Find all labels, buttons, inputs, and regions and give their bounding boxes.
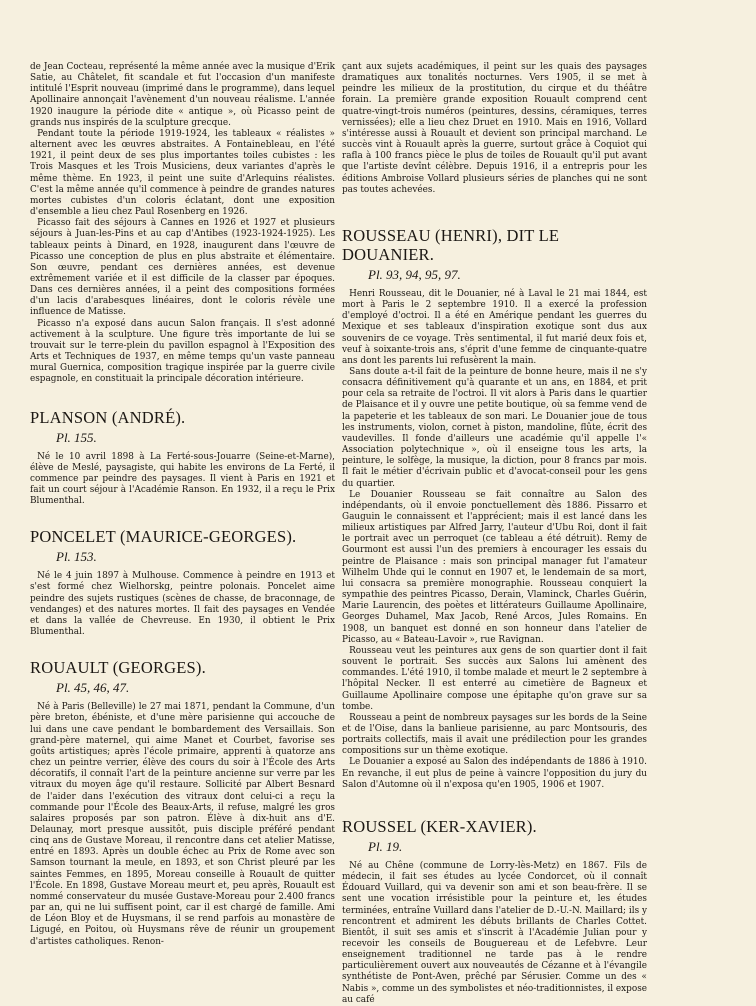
paragraph: Picasso fait des séjours à Cannes en 1926 et 1927 et plusieurs séjours à Juan-les-Pins et au cap d'Antibes (1923-1924-1925). Les tableaux peints à Dinard, en 1928, inaugurent dans l'œuvre de Picasso une conception de plus en plus abstraite et élémentaire. Son œuvre, pendant ces dernières années, est devenue extrêmement variée et il est difficile de la classer par époques. Dans ces dernières années, il a peint des compositions formées d'un lacis d'arabesques linéaires, dont le coloris révèle une influence de Matisse. bbox=[30, 218, 335, 318]
plate-reference: Pl. 93, 94, 95, 97. bbox=[368, 266, 461, 282]
paragraph: Picasso n'a exposé dans aucun Salon français. Il s'est adonné activement à la sculpture. Une figure très importante de lui se trouvait sur le terre-plein du pavillon espagnol à l'Exposition des Arts et Techniques de 1937, en même temps qu'un vaste panneau mural Guernica, composition tragique inspirée par la guerre civile espagnole, en constituait la principale décoration intérieure. bbox=[30, 318, 335, 385]
paragraph: çant aux sujets académiques, il peint sur les quais des paysages dramatiques aux tonalités nocturnes. Vers 1905, il se met à peindre les milieux de la prostitution, du cirque et du théâtre forain. La première grande exposition Rouault comprend cent quatre-vingt-trois numéros (peintures, dessins, céramiques, terres vernissées); elle a lieu chez Druet en 1910. Mais en 1916, Vollard s'intéresse aussi à Rouault et devient son principal marchand. Le succès vint à Rouault après la guerre, surtout grâce à Coquiot qui rafla à 100 francs pièce le plus de toiles de Rouault qu'il put avant que l'artiste devînt célèbre. Depuis 1916, il a entrepris pour les éditions Ambroise Vollard plusieurs séries de planches qui ne sont pas toutes achevées. bbox=[342, 62, 647, 195]
plate-reference: Pl. 155. bbox=[56, 429, 97, 445]
paragraph: Né le 10 avril 1898 à La Ferté-sous-Jouarre (Seine-et-Marne), élève de Meslé, paysagiste, qui habite les environs de La Ferté, il commence par peindre des paysages. Il vient à Paris en 1921 et fait un court séjour à l'Académie Ranson. En 1932, il a reçu le Prix Blumenthal. bbox=[30, 451, 335, 507]
entry-heading: ROUSSEL (KER-XAVIER). bbox=[342, 816, 537, 836]
entry-heading: ROUSSEAU (HENRI), DIT LE DOUANIER. bbox=[342, 225, 560, 264]
paragraph: Henri Rousseau, dit le Douanier, né à Laval le 21 mai 1844, est mort à Paris le 2 septembre 1910. Il a exercé la profession d'employé d'octroi. Il a été en Amérique pendant les guerres du Mexique et ses tableaux d'inspiration exotique sont dus aux souvenirs de ce voyage. Très sentimental, il fut marié deux fois et, veuf à soixante-trois ans, s'éprit d'une femme de cinquante-quatre ans dont les parents lui refusèrent la main. bbox=[342, 288, 647, 366]
paragraph: Né le 4 juin 1897 à Mulhouse. Commence à peindre en 1913 et s'est formé chez Wielhorskg, peintre polonais. Poncelet aime peindre des sujets rustiques (scènes de chasse, de braconnage, de vendanges) et des natures mortes. Il fait des paysages en Vendée et dans la vallée de Chevreuse. En 1930, il obtient le Prix Blumenthal. bbox=[30, 571, 335, 638]
entry-heading: PLANSON (ANDRÉ). bbox=[30, 407, 186, 427]
plate-reference: Pl. 153. bbox=[56, 549, 97, 565]
paragraph: Né à Paris (Belleville) le 27 mai 1871, pendant la Commune, d'un père breton, ébéniste, et d'une mère parisienne qui accouche de lui dans une cave pendant le bombardement des Versaillais. Son grand-père maternel, qui aime Manet et Courbet, favorise ses goûts artistiques; après l'école primaire, apprenti à quatorze ans chez un peintre verrier, élève des cours du soir à l'École des Arts décoratifs, il connaît l'art de la peinture ancienne sur verre par les vitraux du moyen âge qu'il restaure. Sollicité par Albert Besnard de l'aider dans l'exécution des vitraux dont celui-ci a reçu la commande pour l'École des Beaux-Arts, il refuse, malgré les gros salaires proposés par son patron. Élève à dix-huit ans d'E. Delaunay, mort presque aussitôt, puis disciple préféré pendant cinq ans de Gustave Moreau, il rencontre dans cet atelier Matisse, entré en 1893. Après un double échec au Prix de Rome avec son Samson tournant la meule, en 1893, et son Christ pleuré par les saintes Femmes, en 1895, Moreau conseille à Rouault de quitter l'École. En 1898, Gustave Moreau meurt et, peu après, Rouault est nommé conservateur du musée Gustave-Moreau pour 2.400 francs par an, qui ne lui suffisent point, car il est chargé de famille. Ami de Léon Bloy et de Huysmans, il se rend parfois au monastère de Ligugé, en Poitou, où Huysmans rêve de réunir un groupement d'artistes catholiques. Renon- bbox=[30, 702, 335, 947]
entry-rousseau bbox=[342, 226, 647, 791]
paragraph: Le Douanier a exposé au Salon des indépendants de 1886 à 1910. En revanche, il eut plus de peine à vaincre l'opposition du jury du Salon d'Automne où il n'exposa qu'en 1905, 1906 et 1907. bbox=[342, 757, 647, 790]
paragraph: de Jean Cocteau, représenté la même année avec la musique d'Erik Satie, au Châtelet, fit scandale et fut l'occasion d'un manifeste intitulé l'Esprit nouveau (imprimé dans le programme), dans lequel Apollinaire annonçait l'avènement d'un nouveau réalisme. L'année 1920 inaugure la période dite « antique », où Picasso peint de grands nus inspirés de la sculpture grecque. bbox=[30, 62, 335, 128]
paragraph: Né au Chêne (commune de Lorry-lès-Metz) en 1867. Fils de médecin, il fait ses études au lycée Condorcet, où il connaît Édouard Vuillard, qui va devenir son ami et son beau-frère. Il se sent une vocation irrésistible pour la peinture et, les études terminées, entraîne Vuillard dans l'atelier de D.-U.-N. Maillard; ils y rencontrent et admirent les débuts brillants de Charles Cottet. Bientôt, il suit ses amis et s'inscrit à l'Académie Julian pour y recevoir les conseils de Bouguereau et de Lefebvre. Leur enseignement traditionnel ne tarde pas à le rendre particulièrement ouvert aux nouveautés de Cézanne et à l'évangile synthétiste de Pont-Aven, prêché par Sérusier. Comme un des « Nabis », comme un des symbolistes et néo-traditionnistes, il expose au café bbox=[342, 860, 647, 1005]
entry-rouault bbox=[30, 658, 335, 947]
left-column bbox=[30, 62, 335, 948]
right-column bbox=[342, 62, 647, 1006]
paragraph: Le Douanier Rousseau se fait connaître au Salon des indépendants, où il envoie ponctuellement dès 1886. Pissarro et Gauguin le connaissent et l'apprécient; mais il est lancé dans les milieux artistiques par Alfred Jarry, l'auteur d'Ubu Roi, dont il fait le portrait avec un perroquet (ce tableau a été détruit). Remy de Gourmont est aussi l'un des premiers à encourager les essais du peintre de Plaisance : mais son principal manager fut l'amateur Wilhelm Uhde qui le connut en 1907 et, le lendemain de sa mort, lui consacra sa première monographie. Rousseau conquiert la sympathie des peintres Picasso, Derain, Vlaminck, Charles Guérin, Marie Laurencin, des poètes et littérateurs Guillaume Apollinaire, Georges Duhamel, Max Jacob, René Arcos, Jules Romains. En 1908, un banquet est donné en son honneur dans l'atelier de Picasso, au « Bateau-Lavoir », rue Ravignan. bbox=[342, 489, 647, 645]
paragraph: Sans doute a-t-il fait de la peinture de bonne heure, mais il ne s'y consacra définitivement qu'à quarante et un ans, en 1884, et prit pour cela sa retraite de l'octroi. Il vit alors à Paris dans le quartier de Plaisance et il y ouvre une petite boutique, où sa femme vend de la papeterie et les tableaux de son mari. Le Douanier joue de tous les instruments, violon, cornet à piston, mandoline, flûte, écrit des vaudevilles. Il fonde d'ailleurs une académie qu'il appelle l'« Association polytechnique », où il enseigne tous les arts, la peinture, le solfège, la musique, la diction, pour 8 francs par mois. Il fait le métier d'écrivain public et d'avocat-conseil pour les gens du quartier. bbox=[342, 366, 647, 489]
entry-heading: PONCELET (MAURICE-GEORGES). bbox=[30, 527, 297, 547]
plate-reference: Pl. 45, 46, 47. bbox=[56, 680, 130, 696]
paragraph: Pendant toute la période 1919-1924, les tableaux « réalistes » alternent avec les œuvres abstraites. A Fontainebleau, en l'été 1921, il peint deux de ses plus importantes toiles cubistes : les Trois Masques et les Trois Musiciens, deux variantes d'après le même thème. En 1923, il peint une suite d'Arlequins réalistes. C'est la même année qu'il commence à peindre de grandes natures mortes cubistes d'un coloris éclatant, dont une exposition d'ensemble a lieu chez Paul Rosenberg en 1926. bbox=[30, 128, 335, 218]
paragraph: Rousseau veut les peintures aux gens de son quartier dont il fait souvent le portrait. Ses succès aux Salons lui amènent des commandes. L'été 1910, il tombe malade et meurt le 2 septembre à l'hôpital Necker. Il est enterré au cimetière de Bagneux et Guillaume Apollinaire compose une épitaphe qu'on grave sur sa tombe. bbox=[342, 645, 647, 712]
entry-heading: ROUAULT (GEORGES). bbox=[30, 658, 206, 678]
plate-reference: Pl. 19. bbox=[368, 838, 403, 854]
entry-roussel bbox=[342, 817, 647, 1006]
entry-planson bbox=[30, 408, 335, 508]
paragraph: Rousseau a peint de nombreux paysages sur les bords de la Seine et de l'Oise, dans la banlieue parisienne, au parc Montsouris, des portraits collectifs, mais il avait une prédilection pour les grandes compositions sur un thème exotique. bbox=[342, 712, 647, 757]
entry-poncelet bbox=[30, 527, 335, 638]
